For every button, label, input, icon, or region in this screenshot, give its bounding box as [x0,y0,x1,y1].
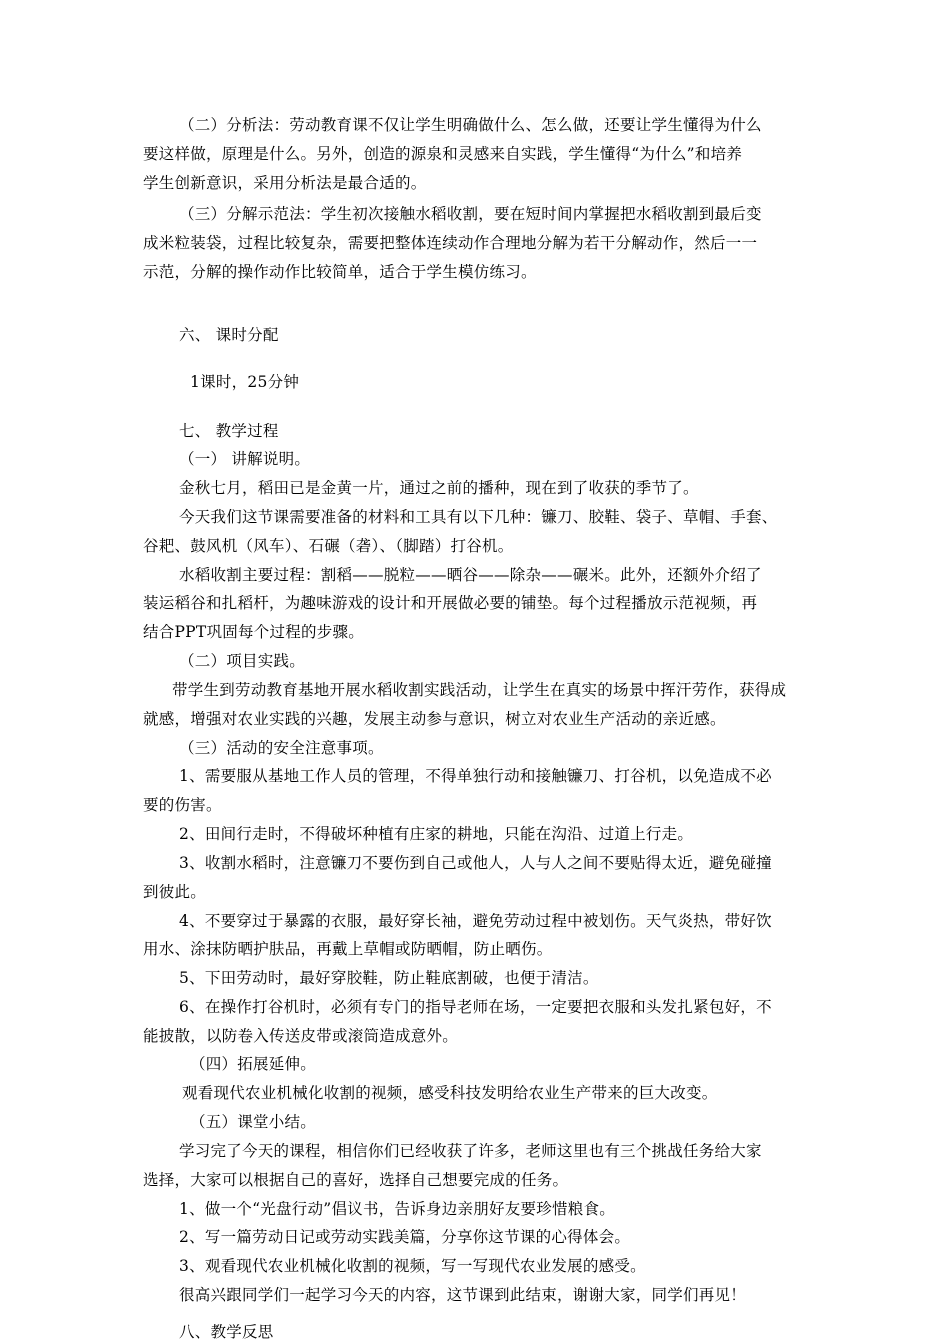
list-item: 2、田间行走时，不得破坏种植有庄家的耕地，只能在沟沿、过道上行走。 [179,825,694,843]
paragraph-line: 示范，分解的操作动作比较简单，适合于学生模仿练习。 [143,263,537,281]
section-heading: 七、 教学过程 [179,422,279,440]
subsection-heading: （二）项目实践。 [179,652,306,670]
paragraph-line: 金秋七月，稻田已是金黄一片，通过之前的播种，现在到了收获的季节了。 [179,479,699,497]
list-item: 1、需要服从基地工作人员的管理，不得单独行动和接触镰刀、打谷机，以免造成不必 [179,767,772,785]
paragraph-line: 水稻收割主要过程：割稻——脱粒——晒谷——除杂——碾米。此外，还额外介绍了 [179,566,762,584]
paragraph-line: 成米粒装袋，过程比较复杂，需要把整体连续动作合理地分解为若干分解动作，然后一一 [143,234,758,252]
paragraph-line: 很高兴跟同学们一起学习今天的内容，这节课到此结束，谢谢大家，同学们再见！ [179,1286,747,1304]
section-heading: 六、 课时分配 [179,326,279,344]
paragraph-line: 到彼此。 [143,883,207,901]
paragraph-line: 1课时，25分钟 [190,373,300,391]
paragraph-line: 带学生到劳动教育基地开展水稻收割实践活动，让学生在真实的场景中挥汗劳作，获得成 [172,681,787,699]
paragraph-line: 结合PPT巩固每个过程的步骤。 [143,623,364,641]
list-item: 3、收割水稻时，注意镰刀不要伤到自己或他人，人与人之间不要贴得太近，避免碰撞 [179,854,772,872]
paragraph-line: 要的伤害。 [143,796,222,814]
paragraph-line: 装运稻谷和扎稻杆，为趣味游戏的设计和开展做必要的铺垫。每个过程播放示范视频，再 [143,594,758,612]
subsection-heading: （五）课堂小结。 [190,1113,317,1131]
list-item: 4、不要穿过于暴露的衣服，最好穿长袖，避免劳动过程中被划伤。天气炎热，带好饮 [179,912,772,930]
paragraph-line: 能披散，以防卷入传送皮带或滚筒造成意外。 [143,1027,459,1045]
subsection-heading: （四）拓展延伸。 [190,1055,317,1073]
subsection-heading: （三）活动的安全注意事项。 [179,739,384,757]
paragraph-line: 要这样做，原理是什么。另外，创造的源泉和灵感来自实践，学生懂得“为什么”和培养 [143,145,743,163]
paragraph-line: （三）分解示范法：学生初次接触水稻收割，要在短时间内掌握把水稻收割到最后变 [179,205,762,223]
paragraph-line: 学习完了今天的课程，相信你们已经收获了许多，老师这里也有三个挑战任务给大家 [179,1142,762,1160]
list-item: 3、观看现代农业机械化收割的视频，写一写现代农业发展的感受。 [179,1257,646,1275]
list-item: 1、做一个“光盘行动”倡议书，告诉身边亲朋好友要珍惜粮食。 [179,1200,615,1218]
paragraph-line: 用水、涂抹防晒护肤品，再戴上草帽或防晒帽，防止晒伤。 [143,940,553,958]
subsection-heading: （一） 讲解说明。 [179,450,311,468]
paragraph-line: （二）分析法：劳动教育课不仅让学生明确做什么、怎么做，还要让学生懂得为什么 [179,116,762,134]
section-heading: 八、教学反思 [179,1323,274,1341]
list-item: 2、写一篇劳动日记或劳动实践美篇，分享你这节课的心得体会。 [179,1228,631,1246]
paragraph-line: 就感，增强对农业实践的兴趣，发展主动参与意识，树立对农业生产活动的亲近感。 [143,710,726,728]
list-item: 6、在操作打谷机时，必须有专门的指导老师在场，一定要把衣服和头发扎紧包好，不 [179,998,772,1016]
paragraph-line: 学生创新意识，采用分析法是最合适的。 [143,174,427,192]
list-item: 5、下田劳动时，最好穿胶鞋，防止鞋底割破，也便于清洁。 [179,969,599,987]
paragraph-line: 谷耙、鼓风机（风车）、石碾（砻）、（脚踏）打谷机。 [143,537,514,555]
paragraph-line: 选择，大家可以根据自己的喜好，选择自己想要完成的任务。 [143,1171,569,1189]
paragraph-line: 观看现代农业机械化收割的视频，感受科技发明给农业生产带来的巨大改变。 [182,1084,718,1102]
paragraph-line: 今天我们这节课需要准备的材料和工具有以下几种：镰刀、胶鞋、袋子、草帽、手套、 [179,508,778,526]
